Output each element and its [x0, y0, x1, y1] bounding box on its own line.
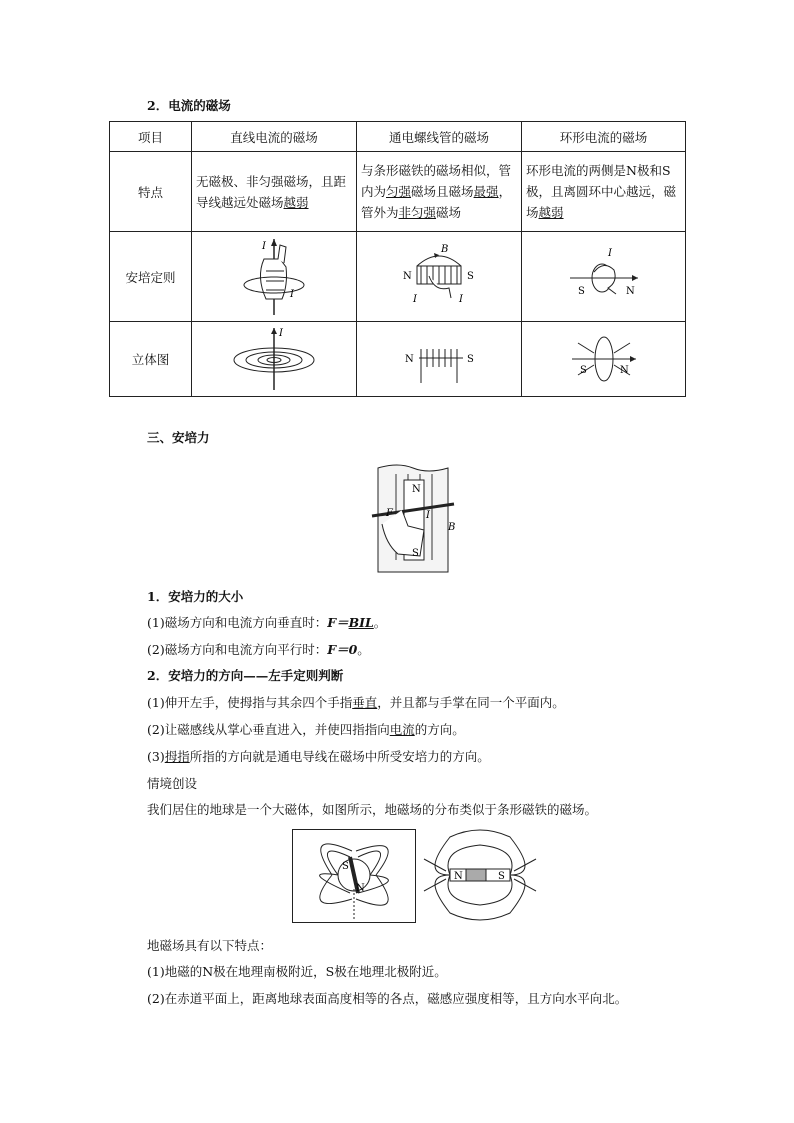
direction-2-key: 电流: [389, 722, 415, 737]
ring-feature-text: 环形电流的两侧是N极和S极，且离圆环中心越远，磁场: [526, 163, 677, 220]
label-I: I: [607, 247, 612, 259]
ring-feature-key: 越弱: [538, 205, 564, 220]
scenario-title: 情境创设: [147, 776, 198, 791]
ring-3d-figure: [522, 322, 686, 397]
label-N: N: [412, 484, 421, 495]
label-I: I: [459, 293, 463, 305]
label-N: N: [454, 871, 463, 882]
table-header-row: [110, 122, 686, 152]
label-N: N: [625, 285, 635, 297]
label-B: B: [448, 522, 456, 533]
label-S: S: [577, 285, 585, 297]
label-I: I: [426, 510, 430, 521]
magnitude-1-end: 。: [373, 615, 387, 630]
label-I: I: [413, 293, 417, 305]
direction-3-text: 所指的方向就是通电导线在磁场中所受安培力的方向。: [189, 749, 490, 764]
scenario-text: 我们居住的地球是一个大磁体，如图所示，地磁场的分布类似于条形磁铁的磁场。: [147, 802, 598, 817]
label-N: N: [403, 270, 412, 282]
label-N: N: [619, 365, 629, 376]
label-F: F: [386, 508, 393, 519]
earth-feature-1: (1)地磁的N极在地理南极附近，S极在地理北极附近。: [147, 964, 447, 979]
earth-field-figure: [292, 829, 416, 923]
magnitude-2-end: 。: [357, 642, 370, 657]
section-title-current-field: 2．电流的磁场: [147, 98, 231, 113]
straight-feature: [192, 152, 357, 232]
table-row-3d: [110, 322, 686, 397]
label-S: S: [342, 861, 349, 872]
magnitude-title: 1．安培力的大小: [147, 589, 244, 604]
label-S: S: [467, 270, 474, 282]
direction-3-num: (3): [147, 749, 165, 764]
earth-features-title: 地磁场具有以下特点：: [147, 938, 273, 953]
magnitude-2-text: (2)磁场方向和电流方向平行时：: [147, 642, 328, 657]
direction-2-text-a: (2)让磁感线从掌心垂直进入，并使四指指向: [147, 722, 390, 737]
magnetic-field-table: [109, 121, 686, 397]
magnitude-1-formula: F＝: [327, 615, 349, 630]
direction-item-3: [147, 747, 490, 765]
earth-feature-2: (2)在赤道平面上，距离地球表面高度相等的各点，磁感应强度相等，且方向水平向北。: [147, 991, 628, 1006]
row-label-3d: 立体图: [110, 322, 192, 397]
magnitude-2-formula: F＝0: [327, 642, 358, 657]
magnitude-item-2: [147, 640, 370, 658]
solenoid-feature-key-1: 匀强: [386, 184, 412, 199]
solenoid-feature-text-b: 磁场且磁场: [411, 184, 474, 199]
left-hand-rule-figure: [368, 460, 458, 580]
straight-3d-figure: [192, 322, 357, 397]
straight-feature-text: 无磁极、非匀强磁场，且距导线越远处磁场: [196, 173, 347, 210]
direction-1-text-b: ，并且都与手掌在同一个平面内。: [377, 695, 565, 710]
solenoid-feature-key-3: 非匀强: [398, 205, 437, 220]
label-S: S: [467, 354, 474, 365]
straight-right-hand-figure: [192, 232, 357, 322]
label-S: S: [498, 871, 505, 882]
label-S: S: [579, 365, 587, 376]
label-I: I: [290, 288, 294, 300]
row-label-ampere: 安培定则: [110, 232, 192, 322]
table-row-ampere: [110, 232, 686, 322]
solenoid-feature-text-a: 与条形磁铁的磁场相似，管内为: [361, 163, 512, 199]
label-B: B: [441, 243, 449, 255]
magnitude-1-text: (1)磁场方向和电流方向垂直时：: [147, 615, 328, 630]
solenoid-feature: [357, 152, 522, 232]
header-item: 项目: [110, 122, 192, 152]
label-N: N: [405, 354, 414, 365]
direction-1-key: 垂直: [352, 695, 378, 710]
solenoid-feature-text-d: 磁场: [436, 205, 462, 220]
magnitude-1-key: BIL: [348, 615, 374, 630]
solenoid-feature-key-2: 最强: [473, 184, 499, 199]
direction-item-2: [147, 720, 465, 738]
header-straight: 直线电流的磁场: [192, 122, 357, 152]
table-row-feature: [110, 152, 686, 232]
ring-feature: [522, 152, 686, 232]
magnitude-item-1: [147, 613, 386, 631]
direction-2-text-b: 的方向。: [414, 722, 465, 737]
direction-title: 2．安培力的方向——左手定则判断: [147, 668, 344, 683]
solenoid-feature-text-c: ，管外为: [361, 184, 512, 220]
ring-right-hand-figure: [522, 232, 686, 322]
header-ring: 环形电流的磁场: [522, 122, 686, 152]
bar-magnet-field-figure: [420, 829, 540, 923]
direction-3-key: 拇指: [164, 749, 190, 764]
straight-feature-key: 越弱: [283, 194, 309, 210]
direction-1-text-a: (1)伸开左手，使拇指与其余四个手指: [147, 695, 353, 710]
row-label-feature: 特点: [110, 152, 192, 232]
label-S: S: [412, 548, 419, 559]
label-I: I: [262, 240, 266, 252]
solenoid-3d-figure: [357, 322, 522, 397]
section-title-ampere-force: 三、安培力: [147, 430, 210, 445]
header-solenoid: 通电螺线管的磁场: [357, 122, 522, 152]
label-I: I: [279, 328, 283, 339]
direction-item-1: [147, 693, 565, 711]
solenoid-right-hand-figure: [357, 232, 522, 322]
label-N: N: [356, 883, 365, 894]
